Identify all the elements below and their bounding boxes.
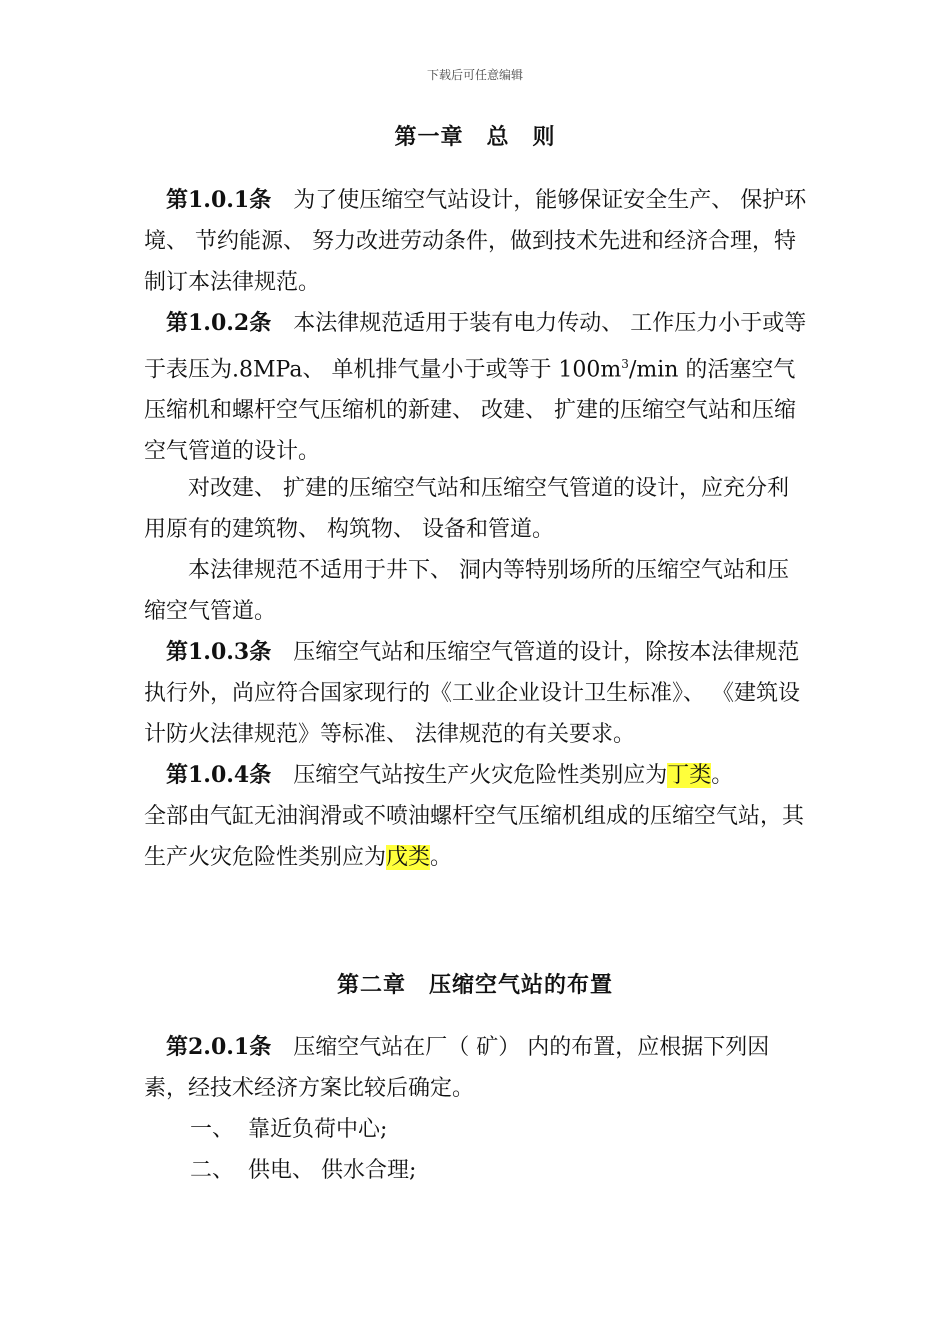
article-label: 第2.0.1条 — [166, 1034, 272, 1060]
list-item — [190, 1150, 416, 1191]
article-text: 压缩空气站和压缩空气管道的设计，除按本法律规范执行外，尚应符合国家现行的《工业企业设计卫生标准》、 《建筑设计防火法律规范》等标准、 法律规范的有关要求。 — [144, 640, 800, 747]
list-item — [190, 1109, 387, 1150]
superscript: 3 — [621, 357, 629, 371]
article-1-0-1 — [144, 180, 808, 303]
article-label: 第1.0.2条 — [166, 310, 272, 336]
article-1-0-3 — [144, 632, 808, 755]
article-label: 第1.0.1条 — [166, 187, 272, 213]
article-text: 压缩空气站按生产火灾危险性类别应为 — [293, 763, 668, 788]
list-item-text: 供电、 供水合理; — [248, 1158, 417, 1183]
article-text: 压缩空气站在厂（ 矿） 内的布置，应根据下列因素，经技术经济方案比较后确定。 — [144, 1035, 770, 1101]
chapter-2-title: 第二章 压缩空气站的布置 — [336, 972, 613, 998]
article-label: 第1.0.4条 — [166, 762, 272, 788]
list-item-number: 一、 — [190, 1117, 235, 1142]
article-text-cont: /min 的活塞空气压缩机和螺杆空气压缩机的新建、 改建、 扩建的压缩空气站和压缩空气管道的设计。 — [144, 357, 796, 465]
article-1-0-4 — [144, 755, 808, 878]
highlight-class-d: 丁类 — [667, 763, 712, 788]
list-item-number: 二、 — [190, 1158, 235, 1183]
article-2-0-1 — [144, 1027, 808, 1109]
article-text-cont: 全部由气缸无油润滑或不喷油螺杆空气压缩机组成的压缩空气站，其生产火灾危险性类别应为 — [144, 804, 805, 870]
paragraph-not-apply: 本法律规范不适用于井下、 洞内等特别场所的压缩空气站和压缩空气管道。 — [144, 558, 789, 624]
page-header: 下载后可任意编辑 — [426, 68, 523, 82]
list-item-text: 靠近负荷中心; — [248, 1117, 388, 1142]
article-text: 本法律规范适用于装有电力传动、 工作压力小于或等于表压为.8MPa、 单机排气量小于或等于 100m — [144, 311, 807, 383]
chapter-1-title: 第一章 总 则 — [394, 124, 556, 150]
article-label: 第1.0.3条 — [166, 639, 272, 665]
punctuation: 。 — [711, 763, 734, 788]
article-1-0-2 — [144, 303, 808, 472]
paragraph-rebuild: 对改建、 扩建的压缩空气站和压缩空气管道的设计，应充分利用原有的建筑物、 构筑物、 设备和管道。 — [144, 476, 789, 542]
punctuation: 。 — [430, 845, 453, 870]
highlight-class-e: 戊类 — [386, 845, 431, 870]
article-text: 为了使压缩空气站设计，能够保证安全生产、 保护环境、 节约能源、 努力改进劳动条件，做到技术先进和经济合理，特制订本法律规范。 — [144, 188, 807, 295]
